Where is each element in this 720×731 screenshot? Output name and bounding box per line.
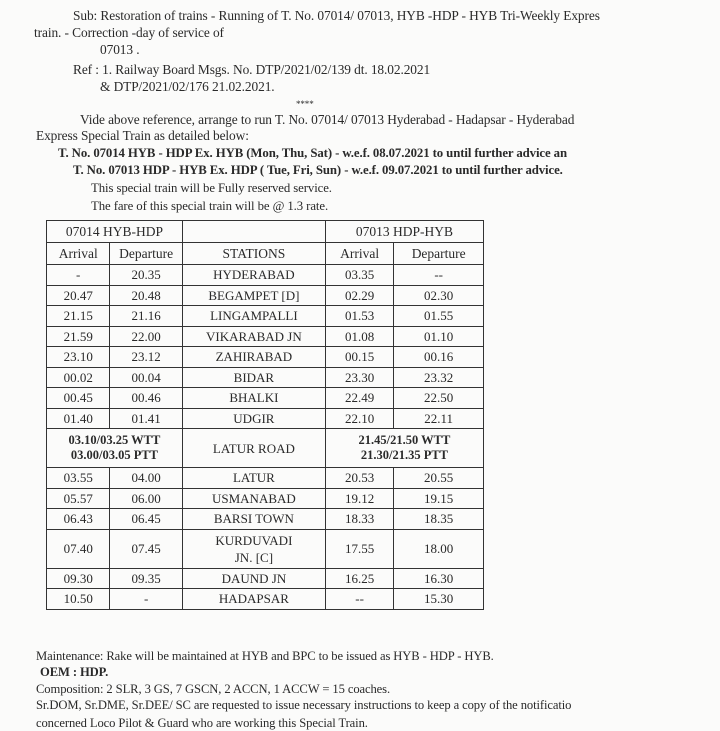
separator: **** [296,99,314,109]
instructions-note: Sr.DOM, Sr.DME, Sr.DEE/ SC are requested to issue necessary instructions to keep a copy of the notificatio [36,698,572,712]
cell: 23.32 [394,367,484,388]
cell: 09.35 [110,568,182,589]
cell: 22.50 [394,388,484,409]
cell: 07.45 [110,529,182,568]
station-cell: BEGAMPET [D] [182,285,325,306]
cell: 03.55 [47,468,110,489]
wtt-time: 21.45/21.50 WTT [358,433,451,447]
subject-line-1: Sub: Restoration of trains - Running of T. No. 07014/ 07013, HYB -HDP - HYB Tri-Weekly Expres [73,8,600,23]
cell: 02.29 [325,285,393,306]
station-cell: BIDAR [182,367,325,388]
cell: 00.45 [47,388,110,409]
reference-line-2: & DTP/2021/02/176 21.02.2021. [100,79,275,94]
station-cell: HADAPSAR [182,589,325,610]
cell: 00.46 [110,388,182,409]
cell: 06.43 [47,509,110,530]
cell: - [47,265,110,286]
cell: 00.16 [394,347,484,368]
station-name-line-1: KURDUVADI [215,532,293,548]
latur-road-07013-times [325,429,483,468]
station-cell: ZAHIRABAD [182,347,325,368]
ptt-time: 21.30/21.35 PTT [360,448,449,462]
cell: 15.30 [394,589,484,610]
reference-line-1: Ref : 1. Railway Board Msgs. No. DTP/2021/02/139 dt. 18.02.2021 [73,62,431,77]
cell: 00.04 [110,367,182,388]
empty-cell [182,221,325,243]
timetable [46,220,484,610]
cell: 01.41 [110,408,182,429]
cell: 22.11 [394,408,484,429]
cell: 20.35 [110,265,182,286]
station-cell: HYDERABAD [182,265,325,286]
cell: 21.15 [47,306,110,327]
cell: 18.33 [325,509,393,530]
cell: 06.00 [110,488,182,509]
cell: 00.15 [325,347,393,368]
table-row [47,388,484,409]
cell: 01.10 [394,326,484,347]
table-row [47,468,484,489]
concerned-note: concerned Loco Pilot & Guard who are working this Special Train. [36,716,368,730]
cell: -- [394,265,484,286]
cell: 04.00 [110,468,182,489]
cell: 23.12 [110,347,182,368]
table-column-header [47,243,484,265]
cell: 00.02 [47,367,110,388]
col-arrival-07014: Arrival [47,243,110,265]
table-row [47,589,484,610]
table-row [47,265,484,286]
station-name-line-2: JN. [C] [234,549,274,565]
cell: 22.49 [325,388,393,409]
train-07013-schedule: T. No. 07013 HDP - HYB Ex. HDP ( Tue, Fri, Sun) - w.e.f. 09.07.2021 to until further advice. [73,163,563,177]
cell: 18.35 [394,509,484,530]
table-row [47,367,484,388]
cell: 23.10 [47,347,110,368]
col-departure-07014: Departure [110,243,182,265]
cell: 09.30 [47,568,110,589]
group-07014: 07014 HYB-HDP [47,221,183,243]
cell: 10.50 [47,589,110,610]
cell: 20.47 [47,285,110,306]
table-row-kurduvadi [47,529,484,568]
cell: 18.00 [394,529,484,568]
cell: 01.55 [394,306,484,327]
station-cell: USMANABAD [182,488,325,509]
subject-line-2: train. - Correction -day of service of [34,25,224,40]
cell: 23.30 [325,367,393,388]
paragraph-line-1: Vide above reference, arrange to run T. No. 07014/ 07013 Hyderabad - Hadapsar - Hyderabad [80,112,575,127]
table-row [47,488,484,509]
table-group-header [47,221,484,243]
composition-note: Composition: 2 SLR, 3 GS, 7 GSCN, 2 ACCN, 1 ACCW = 15 coaches. [36,682,391,696]
cell: 05.57 [47,488,110,509]
cell: 21.59 [47,326,110,347]
cell: 16.25 [325,568,393,589]
station-cell: BARSI TOWN [182,509,325,530]
table-row [47,347,484,368]
train-07014-schedule: T. No. 07014 HYB - HDP Ex. HYB (Mon, Thu, Sat) - w.e.f. 08.07.2021 to until further advice an [58,146,567,160]
cell: 01.08 [325,326,393,347]
table-row [47,509,484,530]
cell: 19.15 [394,488,484,509]
col-stations: STATIONS [182,243,325,265]
table-row [47,568,484,589]
cell: 19.12 [325,488,393,509]
wtt-time: 03.10/03.25 WTT [68,433,161,447]
station-cell: VIKARABAD JN [182,326,325,347]
cell: 02.30 [394,285,484,306]
col-departure-07013: Departure [394,243,484,265]
ptt-time: 03.00/03.05 PTT [70,448,159,462]
table-row [47,326,484,347]
cell: 20.48 [110,285,182,306]
latur-road-07014-times [47,429,183,468]
cell: 20.53 [325,468,393,489]
cell: 07.40 [47,529,110,568]
table-row [47,408,484,429]
station-cell [182,529,325,568]
station-cell: LATUR ROAD [182,429,325,468]
cell: 06.45 [110,509,182,530]
table-row-latur-road [47,429,484,468]
paragraph-line-2: Express Special Train as detailed below: [36,128,249,143]
cell: 03.35 [325,265,393,286]
table-row [47,306,484,327]
cell: 17.55 [325,529,393,568]
cell: 16.30 [394,568,484,589]
cell: 21.16 [110,306,182,327]
cell: 22.10 [325,408,393,429]
oem-note: OEM : HDP. [40,665,109,679]
cell: 01.53 [325,306,393,327]
fare-note: The fare of this special train will be @ 1.3 rate. [91,199,329,213]
station-cell: LATUR [182,468,325,489]
cell: -- [325,589,393,610]
station-cell: LINGAMPALLI [182,306,325,327]
station-cell: UDGIR [182,408,325,429]
table-row [47,285,484,306]
maintenance-note: Maintenance: Rake will be maintained at HYB and BPC to be issued as HYB - HDP - HYB. [36,649,494,663]
subject-line-3: 07013 . [100,42,140,57]
cell: 20.55 [394,468,484,489]
reserved-service-note: This special train will be Fully reserved service. [91,181,332,195]
station-cell: DAUND JN [182,568,325,589]
cell: 22.00 [110,326,182,347]
station-cell: BHALKI [182,388,325,409]
group-07013: 07013 HDP-HYB [325,221,483,243]
col-arrival-07013: Arrival [325,243,393,265]
cell: - [110,589,182,610]
cell: 01.40 [47,408,110,429]
